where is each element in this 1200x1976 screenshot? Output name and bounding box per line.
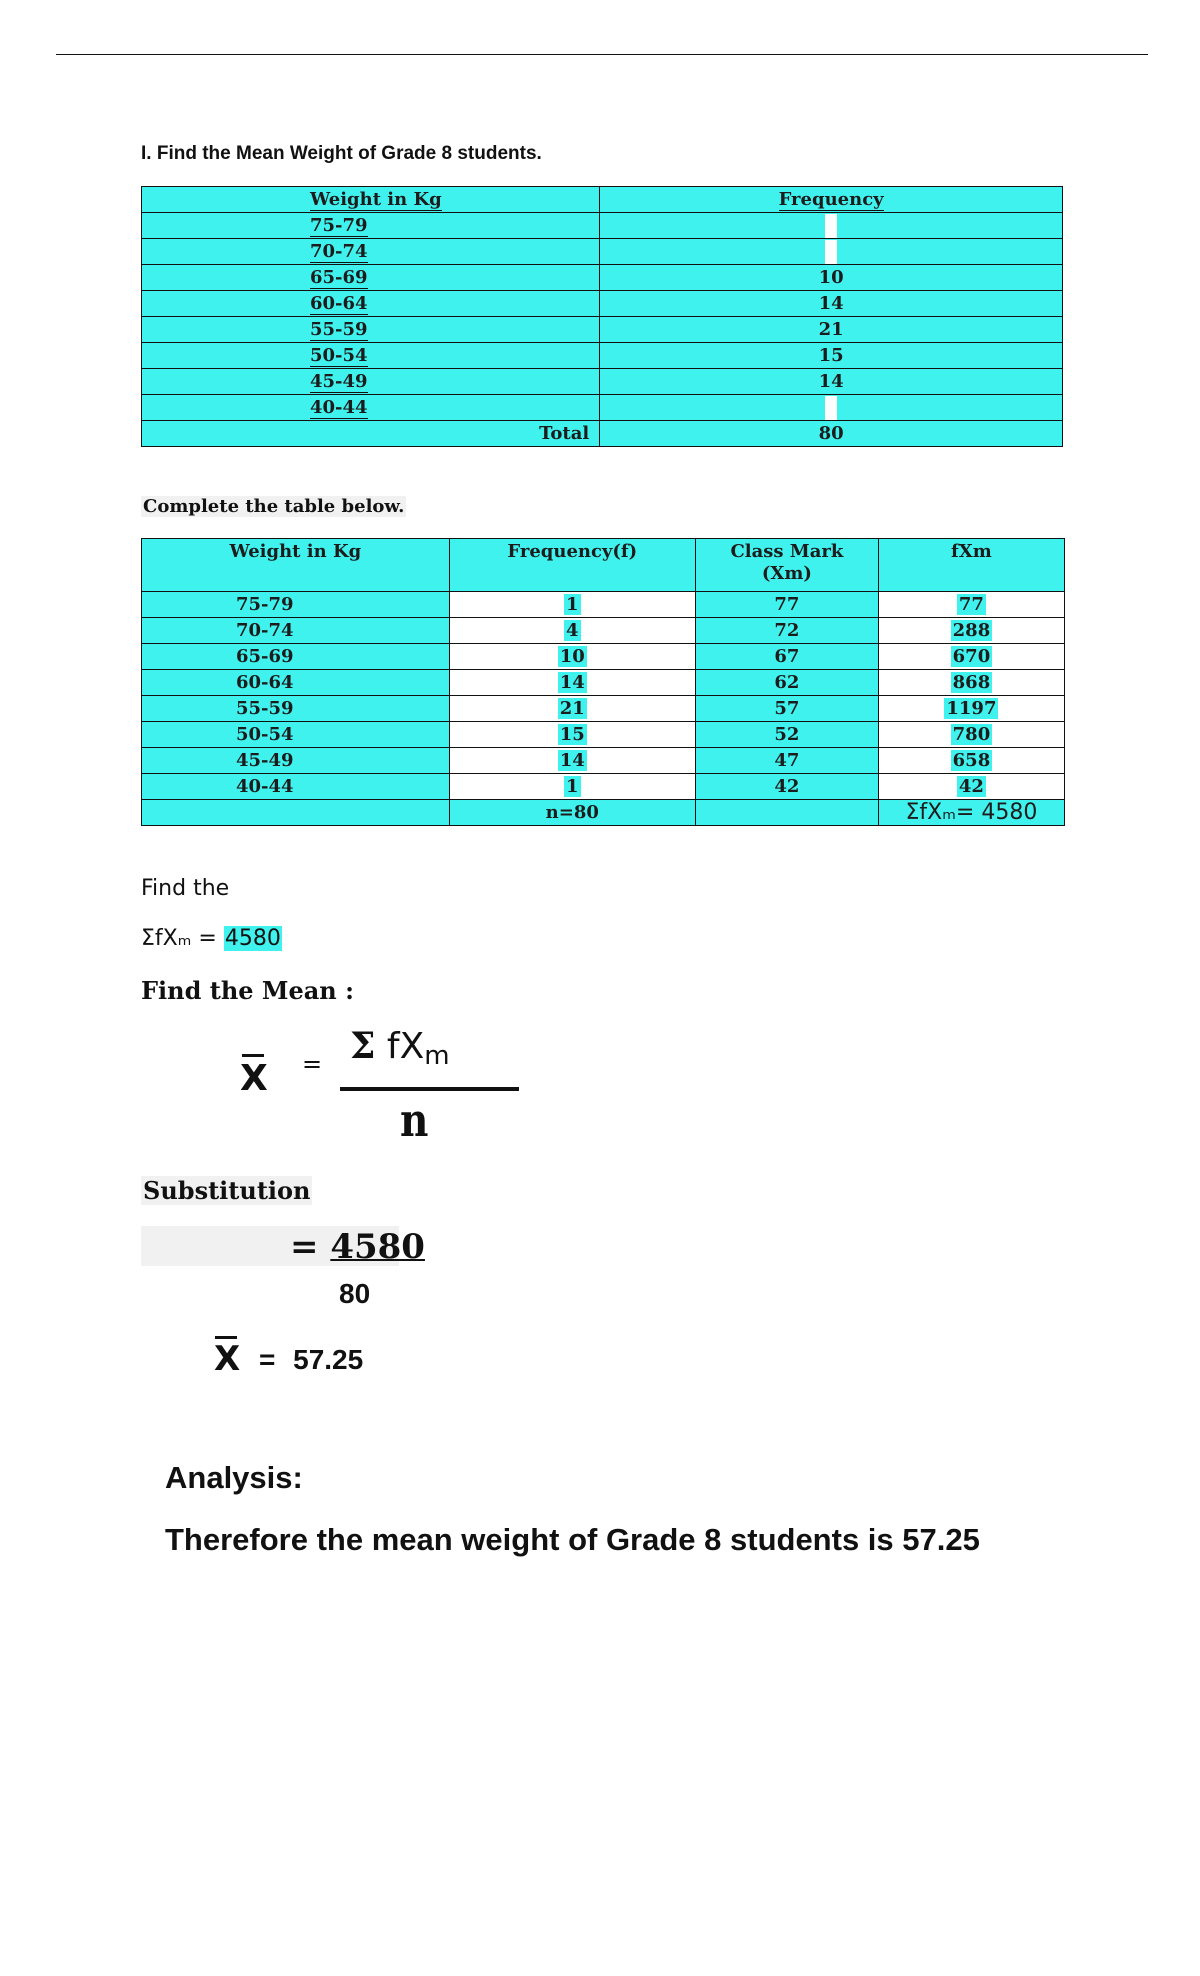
frequency-cell (600, 239, 1063, 265)
weight-cell: 70-74 (142, 239, 600, 265)
weight-cell: 45-49 (142, 748, 450, 774)
total-label: Total (142, 421, 600, 447)
sum-empty (142, 800, 450, 826)
header-frequency: Frequency (600, 187, 1063, 213)
frequency-cell: 21 (449, 696, 695, 722)
frequency-cell: 14 (600, 369, 1063, 395)
header-class-mark (695, 539, 878, 592)
sum-fxm: ΣfXₘ= 4580 (878, 800, 1064, 826)
weight-cell: 60-64 (142, 291, 600, 317)
weight-cell: 55-59 (142, 696, 450, 722)
table-row (142, 670, 1065, 696)
instruction-text: Complete the table below. (143, 496, 405, 517)
weight-cell: 70-74 (142, 618, 450, 644)
fxm-cell: 42 (878, 774, 1064, 800)
frequency-table (141, 186, 1063, 447)
computation-table (141, 538, 1065, 826)
table-row (142, 343, 1063, 369)
frequency-cell: 10 (449, 644, 695, 670)
weight-cell: 75-79 (142, 213, 600, 239)
bar-line (242, 1054, 264, 1057)
formula-numerator: Σ $fX_m$ (350, 1025, 450, 1071)
frequency-cell: 15 (449, 722, 695, 748)
frequency-cell: 14 (449, 748, 695, 774)
table-row (142, 722, 1065, 748)
class-mark-cell: 62 (695, 670, 878, 696)
sum-line-label: ΣfXₘ = (141, 926, 224, 951)
n-total: n=80 (449, 800, 695, 826)
table-row (142, 774, 1065, 800)
class-mark-cell: 47 (695, 748, 878, 774)
weight-cell: 65-69 (142, 265, 600, 291)
sum-line (141, 926, 282, 951)
mean-symbol-result: X (214, 1339, 240, 1379)
table-row (142, 291, 1063, 317)
header-frequency: Frequency(f) (449, 539, 695, 592)
frequency-cell: 21 (600, 317, 1063, 343)
weight-cell: 55-59 (142, 317, 600, 343)
header-rule (56, 54, 1148, 55)
page-title: I. Find the Mean Weight of Grade 8 students. (141, 143, 542, 164)
weight-cell: 50-54 (142, 722, 450, 748)
class-mark-cell: 57 (695, 696, 878, 722)
class-mark-label: Class Mark (730, 541, 844, 562)
fxm-cell: 658 (878, 748, 1064, 774)
sigma-symbol: Σ (350, 1025, 376, 1067)
formula-equals: = (302, 1050, 323, 1078)
table-header-row (142, 539, 1065, 592)
frequency-cell: 14 (600, 291, 1063, 317)
weight-cell: 50-54 (142, 343, 600, 369)
weight-cell: 45-49 (142, 369, 600, 395)
table-row (142, 644, 1065, 670)
table-row (142, 696, 1065, 722)
table-row (142, 265, 1063, 291)
fxm-cell: 780 (878, 722, 1064, 748)
header-weight: Weight in Kg (142, 187, 600, 213)
formula-denominator: n (400, 1093, 429, 1147)
analysis-heading: Analysis: (165, 1460, 303, 1495)
weight-cell: 40-44 (142, 395, 600, 421)
frequency-cell (600, 395, 1063, 421)
fxm-cell: 1197 (878, 696, 1064, 722)
fxm-cell: 288 (878, 618, 1064, 644)
weight-cell: 65-69 (142, 644, 450, 670)
total-value: 80 (600, 421, 1063, 447)
table-row (142, 213, 1063, 239)
table-row (142, 748, 1065, 774)
class-mark-cell: 72 (695, 618, 878, 644)
frequency-cell: 14 (449, 670, 695, 696)
mean-symbol: X (240, 1058, 268, 1099)
class-mark-symbol: (Xm) (761, 563, 812, 584)
weight-cell: 75-79 (142, 592, 450, 618)
blank-cell-marker (825, 396, 837, 420)
sum-line-value: 4580 (224, 926, 281, 951)
total-row (142, 421, 1063, 447)
table-row (142, 317, 1063, 343)
sum-empty-2 (695, 800, 878, 826)
table-row (142, 395, 1063, 421)
find-mean-heading: Find the Mean : (141, 976, 354, 1005)
weight-cell: 60-64 (142, 670, 450, 696)
header-weight: Weight in Kg (142, 539, 450, 592)
fraction-line (340, 1087, 519, 1091)
fxm-cell: 670 (878, 644, 1064, 670)
weight-cell: 40-44 (142, 774, 450, 800)
table-row (142, 369, 1063, 395)
class-mark-cell: 77 (695, 592, 878, 618)
frequency-cell: 1 (449, 592, 695, 618)
frequency-cell: 4 (449, 618, 695, 644)
substituted-numerator: = 4580 (290, 1227, 425, 1267)
table-header-row (142, 187, 1063, 213)
table-row (142, 592, 1065, 618)
find-the-text: Find the (141, 876, 230, 901)
mean-result: = 57.25 (259, 1344, 364, 1375)
substitution-heading: Substitution (143, 1176, 311, 1205)
class-mark-cell: 67 (695, 644, 878, 670)
sum-row (142, 800, 1065, 826)
conclusion-text: Therefore the mean weight of Grade 8 students is 57.25 (165, 1522, 980, 1557)
fxm-cell: 77 (878, 592, 1064, 618)
header-fxm: fXm (878, 539, 1064, 592)
blank-cell-marker (825, 214, 837, 238)
fxm-cell: 868 (878, 670, 1064, 696)
blank-cell-marker (825, 240, 837, 264)
table-row (142, 618, 1065, 644)
frequency-cell (600, 213, 1063, 239)
frequency-cell: 1 (449, 774, 695, 800)
frequency-cell: 15 (600, 343, 1063, 369)
class-mark-cell: 52 (695, 722, 878, 748)
bar-line (215, 1336, 237, 1339)
frequency-cell: 10 (600, 265, 1063, 291)
table-row (142, 239, 1063, 265)
class-mark-cell: 42 (695, 774, 878, 800)
substituted-denominator: 80 (339, 1278, 371, 1309)
